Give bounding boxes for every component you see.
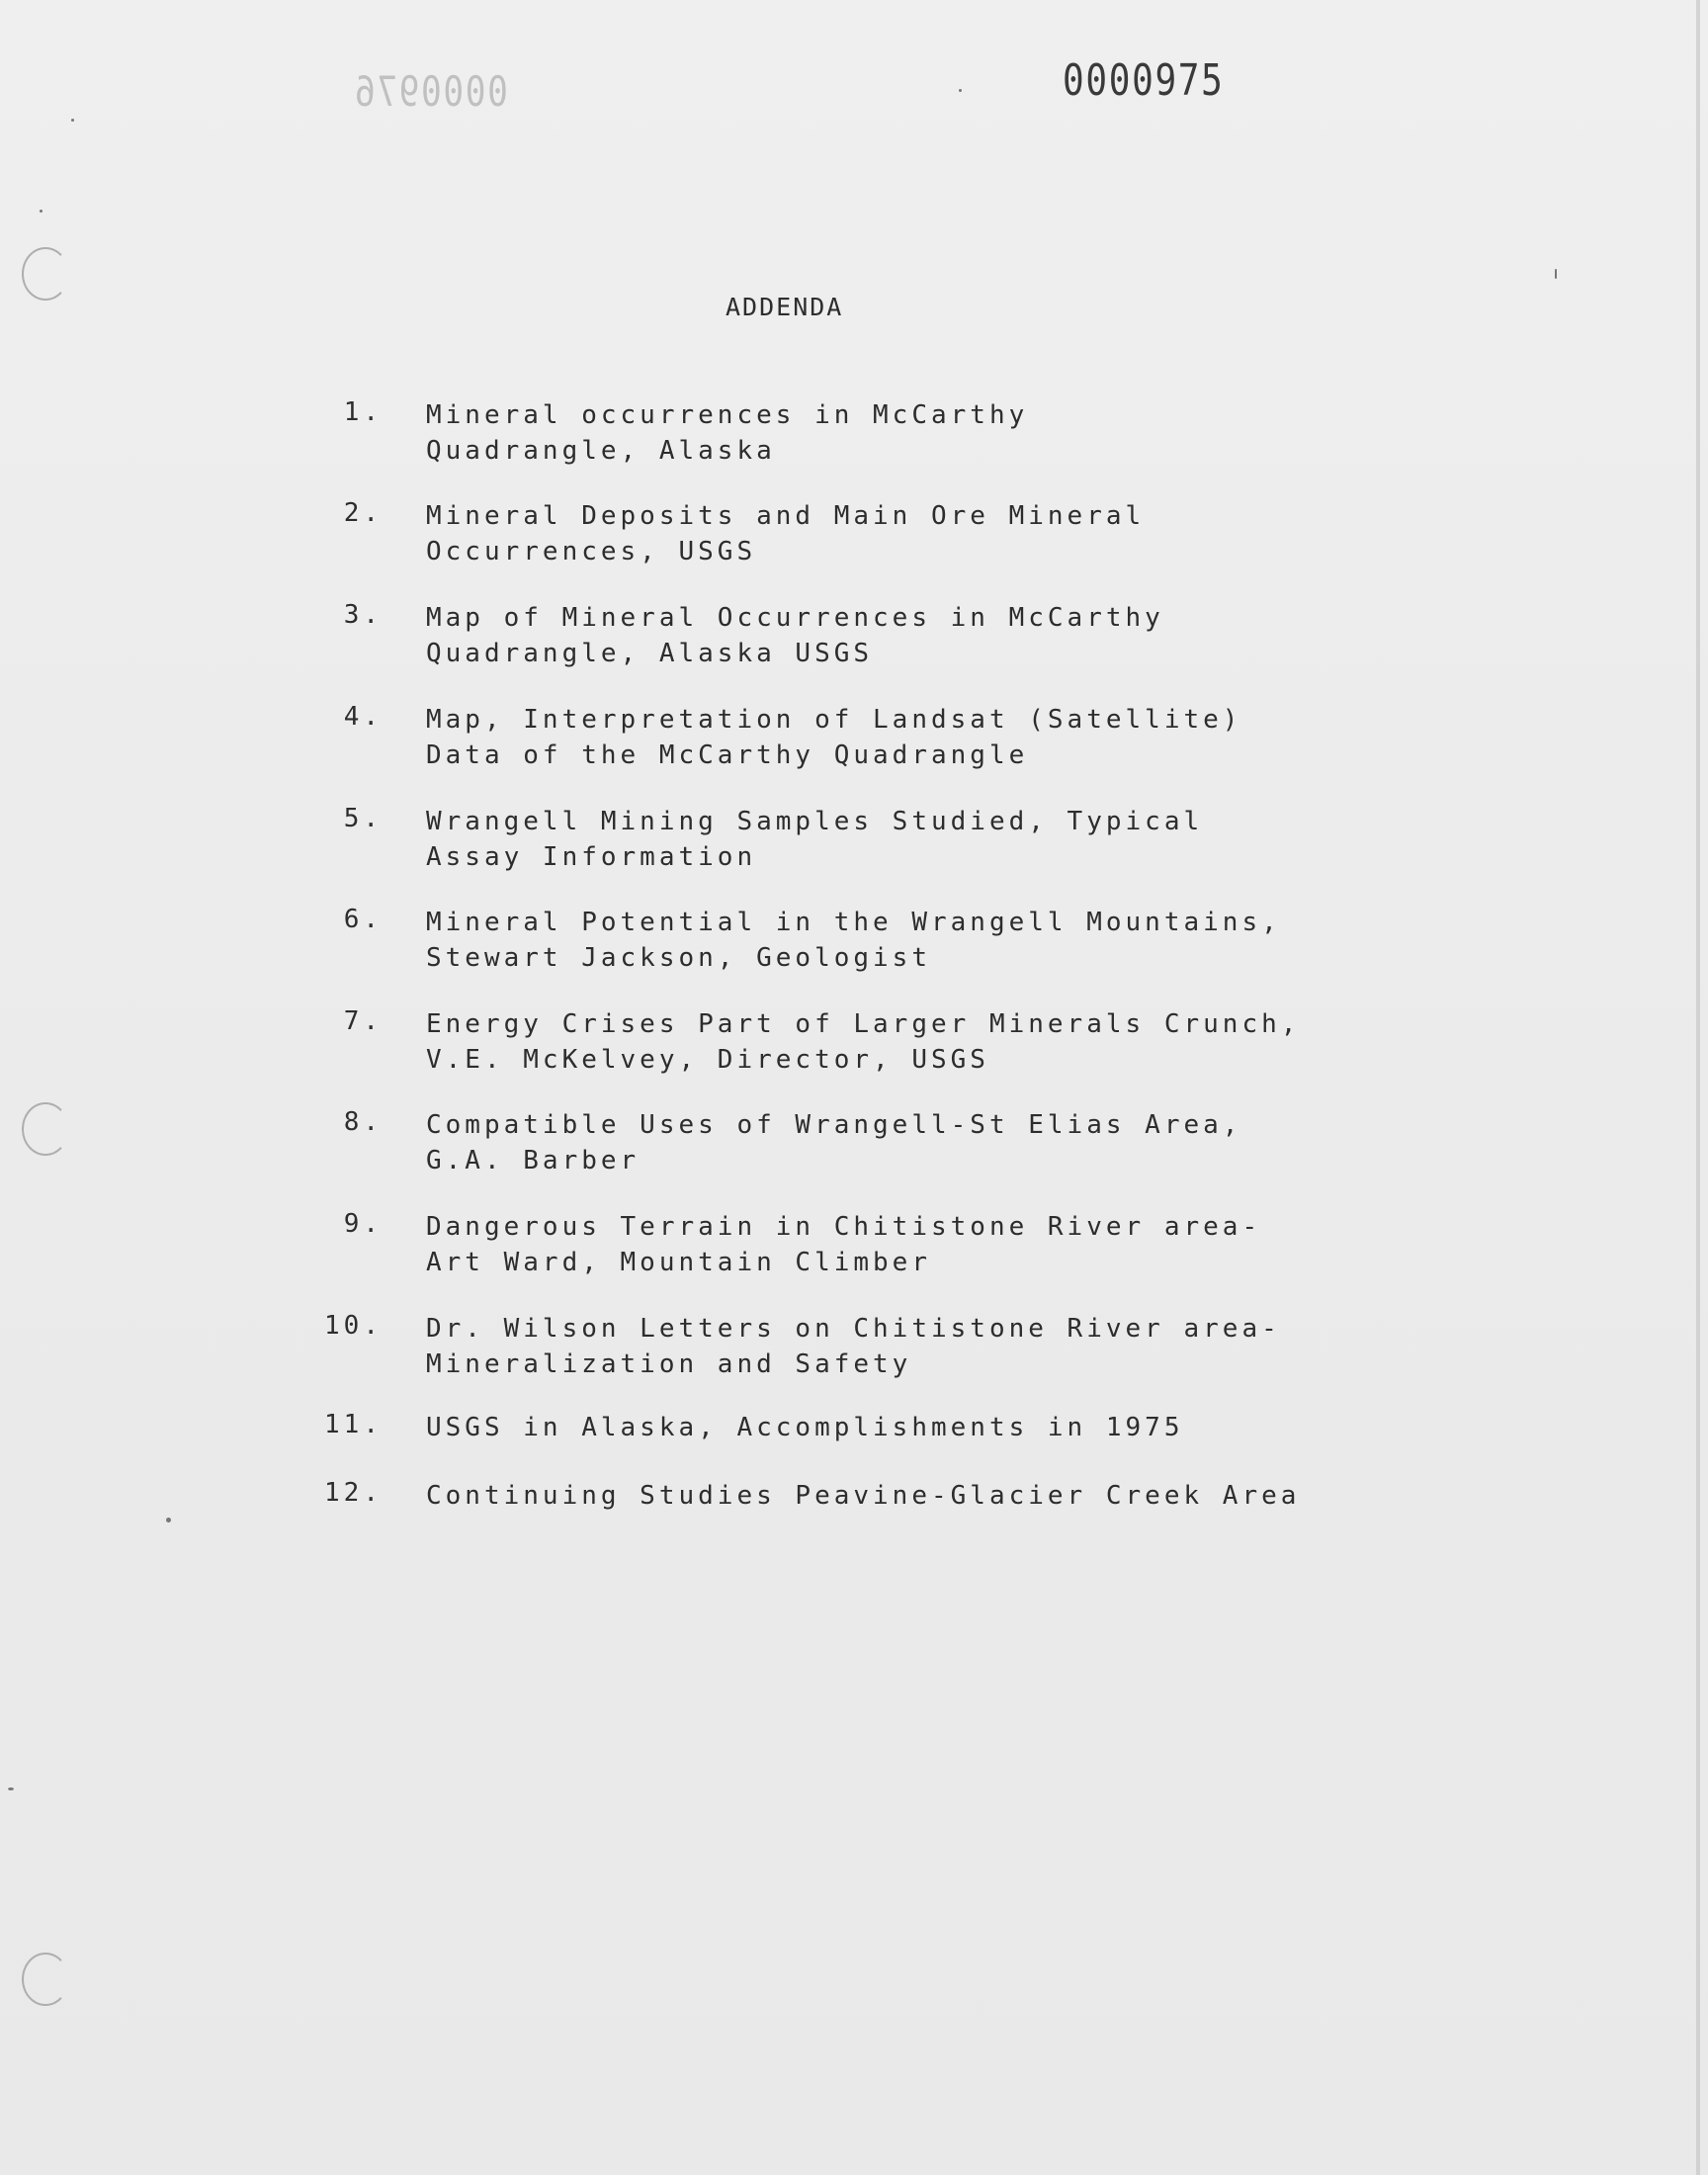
scan-speck (1555, 269, 1557, 279)
list-item-text (426, 397, 1028, 469)
page-number: 0000975 (1063, 55, 1225, 106)
list-item-line: V.E. McKelvey, Director, USGS (426, 1045, 989, 1075)
list-item-line: Quadrangle, Alaska USGS (426, 639, 874, 668)
list-item-line: G.A. Barber (426, 1146, 640, 1175)
list-item-line: USGS in Alaska, Accomplishments in 1975 (426, 1413, 1184, 1442)
list-item-line: Energy Crises Part of Larger Minerals Crunch, (426, 1009, 1301, 1039)
list-item-line: Data of the McCarthy Quadrangle (426, 740, 1029, 770)
list-item-line: Compatible Uses of Wrangell-St Elias Area, (426, 1110, 1242, 1140)
list-item-line: Quadrangle, Alaska (426, 436, 776, 466)
list-item-number: 1. (343, 397, 383, 427)
list-item-text (426, 1478, 1300, 1514)
list-item-text (426, 498, 1145, 569)
list-item-line: Mineral Deposits and Main Ore Mineral (426, 501, 1146, 531)
list-item-number: 6. (343, 905, 383, 934)
scan-speck (71, 119, 74, 122)
list-item-text (426, 905, 1281, 976)
list-item-number: 7. (343, 1006, 383, 1036)
punch-hole-middle (22, 1102, 69, 1156)
list-item-number: 9. (343, 1209, 383, 1239)
list-item-text (426, 1006, 1300, 1078)
page-title: ADDENDA (726, 293, 844, 321)
list-item-number: 2. (343, 498, 383, 528)
list-item-number: 4. (343, 702, 383, 732)
page-edge-shadow (1696, 0, 1700, 2175)
list-item-line: Map, Interpretation of Landsat (Satellite) (426, 705, 1242, 735)
list-item-line: Continuing Studies Peavine-Glacier Creek Area (426, 1481, 1301, 1511)
scan-speck (166, 1518, 171, 1522)
list-item-line: Stewart Jackson, Geologist (426, 943, 931, 973)
list-item-number: 10. (324, 1311, 383, 1341)
list-item-line: Wrangell Mining Samples Studied, Typical (426, 807, 1204, 836)
list-item-line: Dangerous Terrain in Chitistone River area- (426, 1212, 1262, 1242)
list-item-text (426, 600, 1164, 671)
list-item-number: 8. (343, 1107, 383, 1137)
list-item-text (426, 1311, 1281, 1382)
scan-speck (959, 89, 962, 92)
list-item-line: Mineralization and Safety (426, 1349, 912, 1379)
punch-hole-bottom (22, 1953, 69, 2006)
list-item-line: Occurrences, USGS (426, 537, 757, 566)
list-item-text (426, 1107, 1241, 1178)
list-item-text (426, 804, 1203, 875)
list-item-text (426, 1410, 1183, 1445)
list-item-text (426, 1209, 1261, 1280)
list-item-number: 5. (343, 804, 383, 833)
punch-hole-top (22, 247, 69, 301)
list-item-line: Art Ward, Mountain Climber (426, 1248, 931, 1277)
list-item-number: 11. (324, 1410, 383, 1439)
scan-speck (40, 210, 43, 213)
list-item-line: Assay Information (426, 842, 757, 872)
bleed-through-page-number: 0000976 (353, 67, 508, 116)
list-item-line: Mineral occurrences in McCarthy (426, 400, 1029, 430)
list-item-number: 12. (324, 1478, 383, 1508)
scan-speck (8, 1787, 14, 1790)
list-item-text (426, 702, 1241, 773)
list-item-line: Dr. Wilson Letters on Chitistone River area- (426, 1314, 1281, 1344)
list-item-line: Map of Mineral Occurrences in McCarthy (426, 603, 1164, 633)
list-item-number: 3. (343, 600, 383, 630)
list-item-line: Mineral Potential in the Wrangell Mountains, (426, 908, 1281, 937)
